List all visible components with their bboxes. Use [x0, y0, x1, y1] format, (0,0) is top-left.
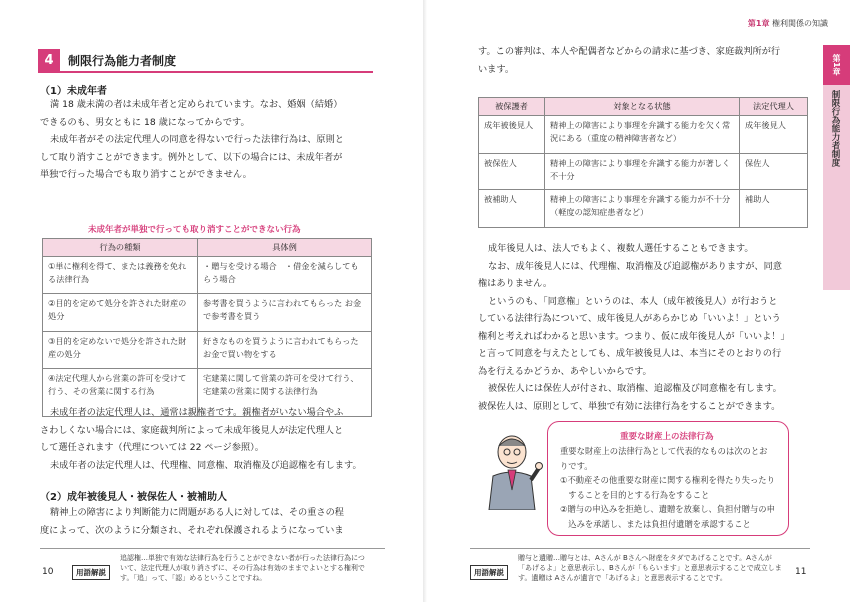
line: ②贈与の申込みを拒絶し、遺贈を放棄し、負担付贈与の申 — [560, 504, 775, 514]
table-row — [43, 257, 372, 294]
line: 未成年者の法定代理人は、通常は親権者です。親権者がいない場合やふ — [50, 407, 344, 418]
table-caption: 未成年者が単独で行っても取り消すことができない行為 — [88, 225, 301, 235]
line: す。この審判は、本人や配偶者などからの請求に基づき、家庭裁判所が行 — [478, 46, 781, 57]
line: さわしくない場合には、家庭裁判所によって未成年後見人が法定代理人と — [40, 424, 344, 436]
para-judgment — [478, 43, 813, 78]
table-cell: ・贈与を受ける場合 ・借金を減らしてもらう場合 — [198, 257, 372, 294]
page-number: 10 — [42, 567, 54, 577]
line: 未成年者がその法定代理人の同意を得ないで行った法律行為は、原則と — [50, 134, 344, 145]
table-cell: 精神上の障害により事理を弁識する能力を欠く常況にある（重度の精神障害者など） — [545, 116, 740, 154]
glossary-label: 用語解説 — [470, 565, 508, 580]
line: 権利と考えればわかると思います。つまり、仮に成年後見人が「いいよ！」 — [478, 330, 790, 342]
table-cell: 保佐人 — [740, 154, 808, 190]
side-tab-title: 制限行為能力者制度 — [830, 90, 840, 167]
glossary-text: 贈与と遺贈…贈与とは、Aさんが Bさんへ財産をタダであげることです。Aさんが「あげるよ」と意思表示し、Bさんが「もらいます」と意思表示することで成立します。遺贈は Aさんが遺言で「あげるよ」と意思表示することです。 — [518, 554, 782, 582]
line: 被保佐人には保佐人が付され、取消権、追認権及び同意権を有します。 — [488, 383, 782, 394]
line: 重要な財産上の法律行為として代表的なものは次のとお — [560, 446, 768, 456]
para-minors — [40, 96, 385, 184]
line: している法律行為について、成年後見人があらかじめ「いいよ！」という — [478, 313, 781, 324]
glossary-label: 用語解説 — [72, 565, 110, 580]
line: 被保佐人は、原則として、単独で有効に法律行為をすることができます。 — [478, 400, 781, 412]
line: 為を行えるかどうか、あやしいからです。 — [478, 365, 652, 377]
table-header: 法定代理人 — [740, 98, 808, 116]
line: して取り消すことができます。例外として、以下の場合には、未成年者が — [40, 151, 343, 163]
running-header — [748, 18, 828, 29]
table-header: 被保護者 — [479, 98, 545, 116]
section-heading — [38, 49, 373, 73]
running-header-title: 権利関係の知識 — [772, 19, 828, 28]
side-tab-chapter: 第1章 — [823, 45, 850, 85]
line: なお、成年後見人には、代理権、取消権及び追認権がありますが、同意 — [488, 260, 782, 272]
table-cell: ②目的を定めて処分を許された財産の処分 — [43, 294, 198, 332]
table-cell: 参考書を買うように言われてもらった お金で参考書を買う — [198, 294, 372, 332]
callout-text — [560, 444, 782, 531]
line: 度によって、次のように分類され、それぞれ保護されるようになっていま — [40, 524, 344, 536]
section-title: 制限行為能力者制度 — [68, 53, 177, 68]
table-row — [479, 116, 808, 154]
line: 権はありません。 — [478, 278, 553, 289]
footer-rule — [470, 548, 810, 549]
section-number: 4 — [38, 49, 60, 71]
line: 精神上の障害により判断能力に問題がある人に対しては、その重さの程 — [50, 507, 344, 518]
table-cell: 宅建業に関して営業の許可を受けて行う、宅建業の営業に関する法律行為 — [198, 369, 372, 417]
table-cell: ①単に権利を得て、または義務を免れる法律行為 — [43, 257, 198, 294]
table-row — [479, 190, 808, 228]
table-row — [43, 332, 372, 369]
line: 成年後見人は、法人でもよく、複数人選任することもできます。 — [488, 243, 754, 254]
para-adult-guardian — [478, 240, 813, 415]
book-gutter — [423, 0, 427, 602]
subheading-adults: （2）成年被後見人・被保佐人・被補助人 — [40, 492, 227, 503]
table-cell: 被補助人 — [479, 190, 545, 228]
line: 込みを承諾し、または負担付遺贈を承認すること — [560, 518, 751, 529]
line: りです。 — [560, 460, 593, 471]
line: ①不動産その他重要な財産に関する権利を得たり失ったり — [560, 475, 775, 485]
line: 未成年者の法定代理人は、代理権、同意権、取消権及び追認権を有します。 — [50, 459, 362, 471]
table-cell: 好きなものを買うように言われてもらったお金で買い物をする — [198, 332, 372, 369]
table-cell: 成年被後見人 — [479, 116, 545, 154]
table-cell: 精神上の障害により事理を弁識する能力が不十分（軽度の認知症患者など） — [545, 190, 740, 228]
protected-persons-table — [478, 97, 808, 228]
line: できるのも、男女ともに 18 歳になってからです。 — [40, 116, 250, 128]
table-header: 行為の種類 — [43, 239, 198, 257]
table-cell: 精神上の障害により事理を弁識する能力が著しく不十分 — [545, 154, 740, 190]
subheading-minors: （1）未成年者 — [40, 86, 107, 97]
table-cell: 成年後見人 — [740, 116, 808, 154]
line: というのも、「同意権」というのは、本人（成年被後見人）が行おうと — [488, 295, 778, 307]
line: 満 18 歳未満の者は未成年者と定められています。なお、婚姻（結婚） — [50, 99, 343, 110]
para-guardian — [40, 404, 385, 474]
running-header-chapter: 第1章 — [747, 19, 770, 28]
callout-title: 重要な財産上の法律行為 — [620, 432, 714, 442]
page-number: 11 — [795, 567, 807, 577]
para-adults — [40, 504, 385, 539]
line: することを目的とする行為をすること — [560, 489, 710, 500]
line: 単独で行った場合でも取り消すことができません。 — [40, 169, 252, 180]
line: います。 — [478, 63, 515, 75]
minors-table — [42, 238, 372, 417]
table-row — [479, 154, 808, 190]
footer-rule — [40, 548, 385, 549]
businessman-illustration — [477, 430, 547, 510]
line: と言って同意を与えたとしても、成年被後見人は、本当にそのとおりの行 — [478, 348, 782, 359]
table-header: 具体例 — [198, 239, 372, 257]
table-cell: ③目的を定めないで処分を許された財産の処分 — [43, 332, 198, 369]
table-cell: ④法定代理人から営業の許可を受けて行う、その営業に関する行為 — [43, 369, 198, 417]
table-header: 対象となる状態 — [545, 98, 740, 116]
glossary-text: 追認権…単独で有効な法律行為を行うことができない者が行った法律行為について、法定代理人が取り消さずに、その行為は有効のままでよいとする権利です。「追」って、「認」めるということですね。 — [120, 554, 365, 582]
line: して選任されます（代理については 22 ページ参照）。 — [40, 442, 264, 453]
table-cell: 補助人 — [740, 190, 808, 228]
table-cell: 被保佐人 — [479, 154, 545, 190]
table-row — [43, 294, 372, 332]
